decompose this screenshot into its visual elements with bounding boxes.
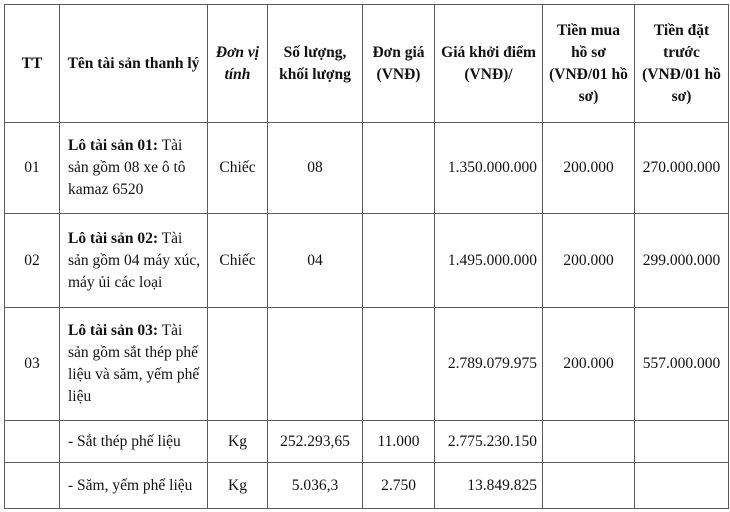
table-row <box>5 421 729 463</box>
row-unit: Chiếc <box>208 214 268 308</box>
row-quantity: 5.036,3 <box>268 463 363 509</box>
row-tt: 01 <box>5 123 60 214</box>
row-unit: Kg <box>208 421 268 463</box>
row-file-fee: 200.000 <box>543 308 635 421</box>
row-asset-name <box>60 308 208 421</box>
row-unit: Kg <box>208 463 268 509</box>
row-unit <box>208 308 268 421</box>
row-deposit: 270.000.000 <box>635 123 729 214</box>
header-tt: TT <box>5 5 60 123</box>
header-unit: Đơn vị tính <box>208 5 268 123</box>
row-deposit <box>635 421 729 463</box>
table-row <box>5 463 729 509</box>
row-deposit: 557.000.000 <box>635 308 729 421</box>
row-unit-price: 11.000 <box>363 421 435 463</box>
row-unit-price <box>363 123 435 214</box>
row-quantity: 252.293,65 <box>268 421 363 463</box>
row-deposit: 299.000.000 <box>635 214 729 308</box>
table-row <box>5 214 729 308</box>
row-starting-price: 13.849.825 <box>435 463 543 509</box>
row-tt <box>5 463 60 509</box>
row-asset-name <box>60 123 208 214</box>
row-starting-price: 2.775.230.150 <box>435 421 543 463</box>
row-deposit <box>635 463 729 509</box>
row-unit-price <box>363 214 435 308</box>
header-row <box>5 5 729 123</box>
lot-label: Lô tài sản 01: <box>68 137 158 154</box>
row-tt: 03 <box>5 308 60 421</box>
lot-label: Lô tài sản 03: <box>68 322 158 339</box>
row-unit: Chiếc <box>208 123 268 214</box>
table-row <box>5 123 729 214</box>
lot-description: Tài sản gồm sắt thép phế liệu và săm, yếm phế liệu <box>68 322 200 405</box>
row-asset-name: - Săm, yếm phế liệu <box>60 463 208 509</box>
lot-description: Tài sản gồm 04 máy xúc, máy ủi các loại <box>68 229 201 291</box>
row-starting-price: 1.495.000.000 <box>435 214 543 308</box>
row-unit-price <box>363 308 435 421</box>
row-asset-name: - Sắt thép phế liệu <box>60 421 208 463</box>
header-starting-price: Giá khởi điểm (VNĐ)/ <box>435 5 543 123</box>
header-file-fee: Tiền mua hồ sơ (VNĐ/01 hồ sơ) <box>543 5 635 123</box>
row-tt <box>5 421 60 463</box>
row-asset-name <box>60 214 208 308</box>
header-asset-name: Tên tài sản thanh lý <box>60 5 208 123</box>
lot-description: Tài sản gồm 08 xe ô tô kamaz 6520 <box>68 137 186 198</box>
row-tt: 02 <box>5 214 60 308</box>
header-deposit: Tiền đặt trước (VNĐ/01 hồ sơ) <box>635 5 729 123</box>
row-file-fee: 200.000 <box>543 123 635 214</box>
row-file-fee <box>543 421 635 463</box>
row-file-fee: 200.000 <box>543 214 635 308</box>
header-quantity: Số lượng, khối lượng <box>268 5 363 123</box>
table-row <box>5 308 729 421</box>
header-unit-price: Đơn giá (VNĐ) <box>363 5 435 123</box>
auction-asset-table <box>4 4 729 509</box>
row-quantity: 08 <box>268 123 363 214</box>
lot-label: Lô tài sản 02: <box>68 229 158 247</box>
row-quantity <box>268 308 363 421</box>
row-file-fee <box>543 463 635 509</box>
row-quantity: 04 <box>268 214 363 308</box>
row-starting-price: 2.789.079.975 <box>435 308 543 421</box>
row-starting-price: 1.350.000.000 <box>435 123 543 214</box>
row-unit-price: 2.750 <box>363 463 435 509</box>
